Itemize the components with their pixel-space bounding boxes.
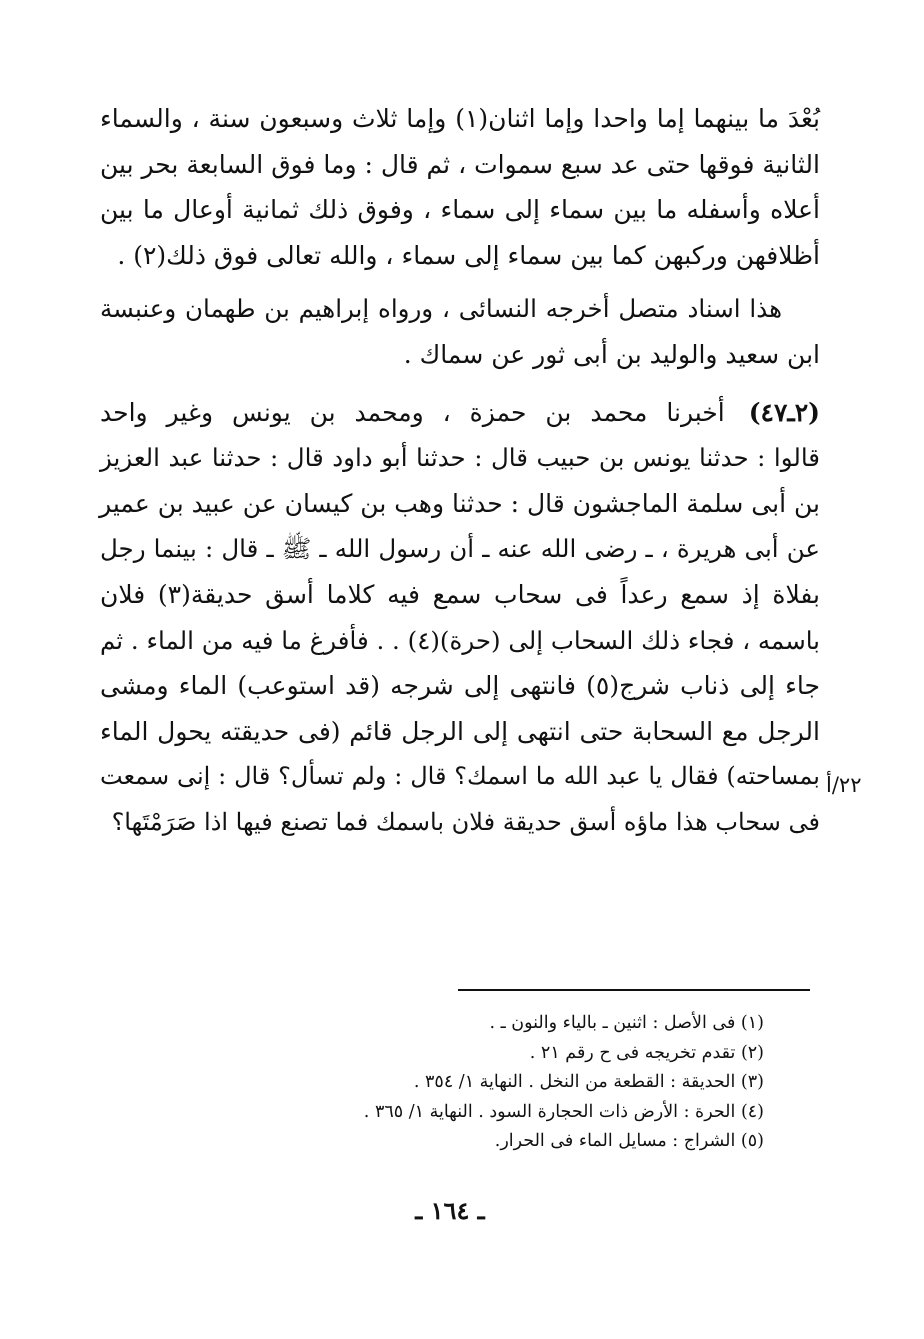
main-text-block bbox=[100, 96, 820, 846]
text-line: بُعْدَ ما بينهما إما واحدا وإما اثنان(١) وإما ثلاث وسبعون سنة ، والسماء bbox=[100, 104, 821, 133]
text-line: عن أبى هريرة ، ـ رضى الله عنه ـ أن رسول الله ـ ﷺ ـ قال : بينما رجل bbox=[100, 534, 820, 564]
page-number: ـ ١٦٤ ـ bbox=[415, 1196, 485, 1225]
text-line: الرجل مع السحابة حتى انتهى إلى الرجل قائم (فى حديقته يحول الماء bbox=[100, 716, 820, 746]
footnote-item: (٥) الشراج : مسايل الماء فى الحرار. bbox=[494, 1131, 764, 1151]
text-line: بمساحته) فقال يا عبد الله ما اسمك؟ قال : ولم تسأل؟ قال : إنى سمعت bbox=[100, 762, 820, 791]
footnote-item: (١) فى الأصل : اثنين ـ بالياء والنون ـ . bbox=[489, 1013, 764, 1033]
text-line: بن أبى سلمة الماجشون قال : حدثنا وهب بن كيسان عن عبيد بن عمير bbox=[99, 488, 820, 518]
text-line: أظلافهن وركبهن كما بين سماء إلى سماء ، والله تعالى فوق ذلك(٢) . bbox=[117, 240, 820, 270]
text-line: باسمه ، فجاء ذلك السحاب إلى (حرة)(٤) . . فأفرغ ما فيه من الماء . ثم bbox=[100, 625, 821, 655]
paragraph-gap bbox=[100, 378, 820, 390]
paragraph-gap bbox=[100, 278, 820, 286]
footnotes bbox=[344, 1009, 764, 1157]
footnote-item: (٣) الحديقة : القطعة من النخل . النهاية ١/ ٣٥٤ . bbox=[413, 1072, 764, 1092]
text-line: هذا اسناد متصل أخرجه النسائى ، ورواه إبراهيم بن طهمان وعنبسة bbox=[100, 294, 782, 324]
text-line: جاء إلى ذناب شرج(٥) فانتهى إلى شرجه (قد استوعب) الماء ومشى bbox=[100, 671, 820, 701]
manuscript-folio-reference: ٢٢/أ bbox=[826, 773, 862, 797]
hadith-first-line-text: أخبرنا محمد بن حمزة ، ومحمد بن يونس وغير واحد bbox=[100, 397, 725, 427]
text-line: بفلاة إذ سمع رعداً فى سحاب سمع فيه كلاما أسق حديقة(٣) فلان bbox=[100, 579, 820, 609]
text-line: فى سحاب هذا ماؤه أسق حديقة فلان باسمك فما تصنع فيها اذا صَرَمْتَها؟ bbox=[111, 807, 820, 836]
hadith-first-line bbox=[100, 390, 820, 436]
text-line: قالوا : حدثنا يونس بن حبيب قال : حدثنا أبو داود قال : حدثنا عبد العزيز bbox=[100, 443, 820, 473]
hadith-number: (٢ـ٤٧) bbox=[748, 397, 820, 427]
text-line: أعلاه وأسفله ما بين سماء إلى سماء ، وفوق ذلك ثمانية أوعال ما بين bbox=[100, 195, 820, 225]
text-line: الثانية فوقها حتى عد سبع سموات ، ثم قال : وما فوق السابعة بحر بين bbox=[100, 149, 820, 179]
footnote-item: (٢) تقدم تخريجه فى ح رقم ٢١ . bbox=[529, 1042, 764, 1063]
text-line: ابن سعيد والوليد بن أبى ثور عن سماك . bbox=[403, 339, 820, 369]
footnote-divider bbox=[458, 989, 810, 991]
footnote-item: (٤) الحرة : الأرض ذات الحجارة السود . النهاية ١/ ٣٦٥ . bbox=[363, 1101, 764, 1122]
